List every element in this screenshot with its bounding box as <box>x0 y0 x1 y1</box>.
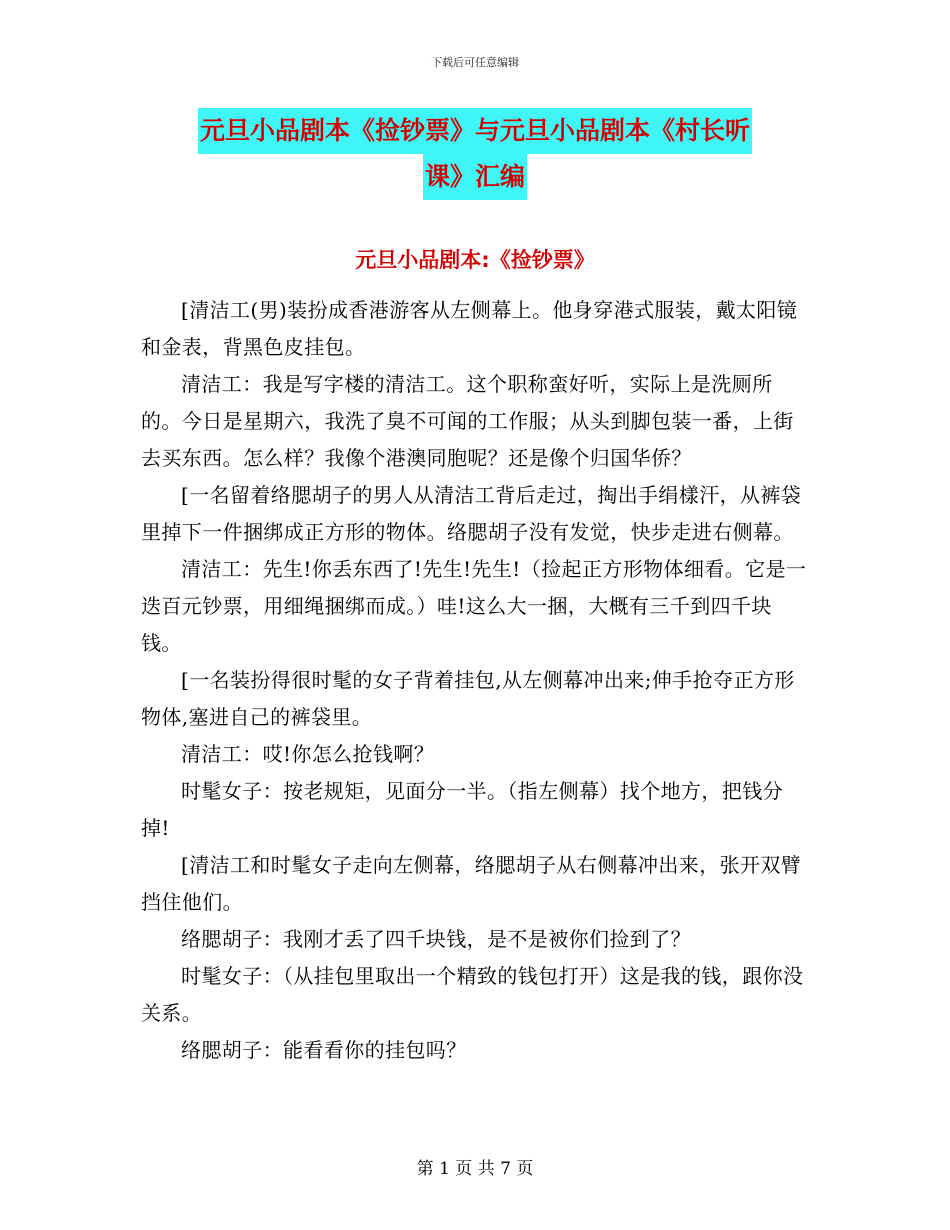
section-subtitle: 元旦小品剧本:《捡钞票》 <box>355 248 595 272</box>
title-line-2: 课》汇编 <box>423 154 527 200</box>
paragraph: 时髦女子：（从挂包里取出一个精致的钱包打开）这是我的钱，跟你没关系。 <box>141 964 804 1025</box>
paragraph: 络腮胡子：我刚才丢了四千块钱，是不是被你们捡到了？ <box>181 927 691 951</box>
page-footer: 第 1 页 共 7 页 <box>416 1159 534 1179</box>
title-line-1: 元旦小品剧本《捡钞票》与元旦小品剧本《村长听 <box>198 108 752 154</box>
script-body <box>141 292 810 1069</box>
document-title <box>140 108 810 200</box>
paragraph: [一名留着络腮胡子的男人从清洁工背后走过，掏出手绢樣汗，从裤袋里掉下一件捆绑成正方形的物体。络腮胡子没有发觉，快步走进右侧幕。 <box>141 483 802 544</box>
paragraph: 清洁工：哎!你怎么抢钱啊？ <box>181 742 435 766</box>
paragraph: 时髦女子：按老规矩，见面分一半。（指左侧幕）找个地方，把钱分掉! <box>141 779 783 840</box>
paragraph: 清洁工：先生!你丢东西了!先生!先生!（捡起正方形物体细看。它是一迭百元钞票，用细绳捆绑而成。）哇!这么大一捆，大概有三千到四千块钱。 <box>141 557 807 655</box>
paragraph: [一名装扮得很时髦的女子背着挂包,从左侧幕冲出来;伸手抢夺正方形物体,塞进自己的裤袋里。 <box>141 668 795 729</box>
paragraph: 清洁工：我是写字楼的清洁工。这个职称蛮好听，实际上是洗厕所的。今日是星期六，我洗了臭不可闻的工作服；从头到脚包装一番，上街去买东西。怎么样？我像个港澳同胞呢？还是像个归国华侨？ <box>141 372 794 470</box>
paragraph: [清洁工和时髦女子走向左侧幕，络腮胡子从右侧幕冲出来，张开双臂挡住他们。 <box>141 853 802 914</box>
paragraph: [清洁工(男)装扮成香港游客从左侧幕上。他身穿港式服装，戴太阳镜和金表，背黑色皮挂包。 <box>141 298 798 359</box>
page-header: 下载后可任意编辑 <box>431 56 519 69</box>
paragraph: 络腮胡子：能看看你的挂包吗？ <box>181 1038 467 1062</box>
